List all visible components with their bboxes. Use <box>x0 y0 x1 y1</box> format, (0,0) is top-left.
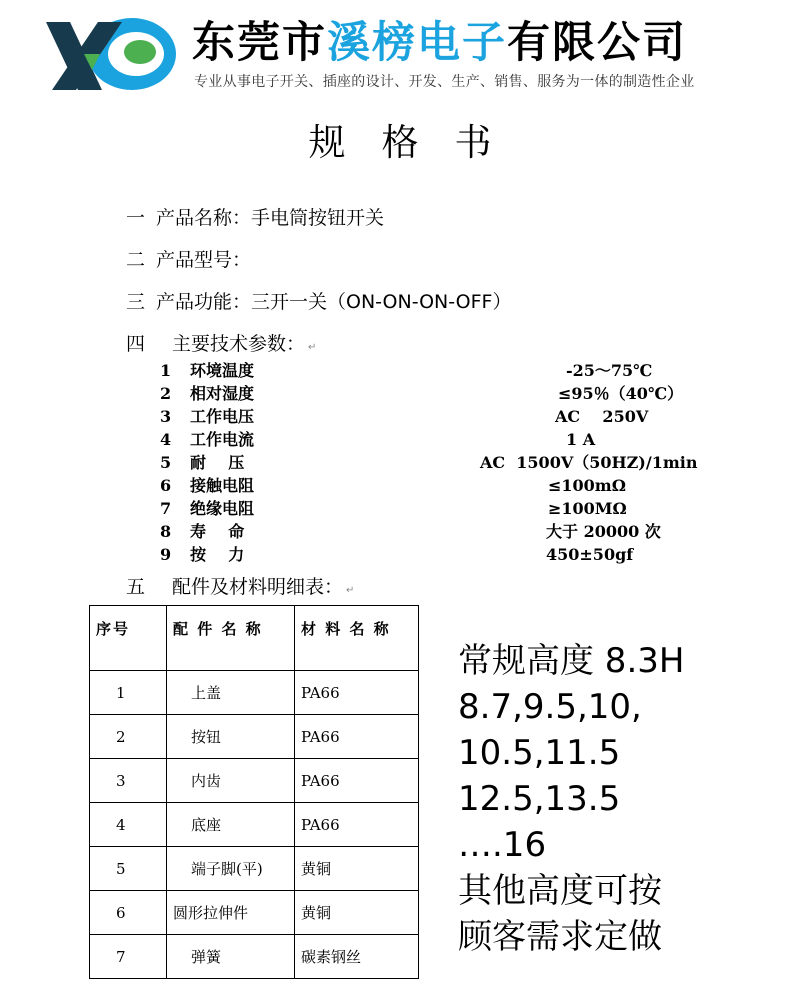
param-row <box>160 474 290 497</box>
cell-part-value: 圆形拉伸件 <box>173 904 249 922</box>
param-name: 工作电流 <box>190 430 255 449</box>
table-row <box>90 803 419 847</box>
param-index: 3 <box>160 407 172 426</box>
company-name-suffix: 有限公司 <box>507 18 687 68</box>
cell-index <box>90 803 167 847</box>
note-line: 顾客需求定做 <box>458 917 662 957</box>
cell-part <box>167 759 295 803</box>
param-name: 按 力 <box>190 545 245 564</box>
company-name <box>192 14 687 72</box>
cell-index-value: 1 <box>116 683 126 702</box>
cell-index-value: 6 <box>116 903 126 922</box>
cell-material: PA66 <box>295 671 419 715</box>
cell-part <box>167 803 295 847</box>
note-line: 8.7,9.5,10, <box>458 687 642 727</box>
param-value: ≤100mΩ <box>548 476 626 495</box>
param-row <box>160 382 290 405</box>
param-index: 6 <box>160 476 172 495</box>
note-line: 常规高度 8.3H <box>458 641 685 681</box>
paragraph-mark-icon: ↵ <box>308 342 317 353</box>
note-line: 12.5,13.5 <box>458 779 621 819</box>
param-row <box>160 520 290 543</box>
parts-table <box>89 605 419 979</box>
cell-index-value: 4 <box>116 815 126 834</box>
cell-material: PA66 <box>295 715 419 759</box>
section-text: 产品名称：手电筒按钮开关 <box>156 207 385 229</box>
company-name-highlight: 溪榜电子 <box>327 18 507 68</box>
cell-index <box>90 891 167 935</box>
param-index: 4 <box>160 430 172 449</box>
param-value: ≥100MΩ <box>548 499 627 518</box>
cell-index <box>90 715 167 759</box>
table-row <box>90 715 419 759</box>
cell-part <box>167 671 295 715</box>
param-name: 寿 命 <box>190 522 245 541</box>
section-product-name <box>126 203 384 230</box>
cell-part-value: 底座 <box>191 816 222 834</box>
section-number: 三 <box>126 291 146 313</box>
param-row <box>160 497 290 520</box>
param-name: 耐 压 <box>190 453 245 472</box>
param-value: 450±50gf <box>546 545 634 564</box>
section-text: 产品功能：三开一关（ON-ON-ON-OFF） <box>156 291 512 313</box>
note-line: 其他高度可按 <box>458 871 662 911</box>
section-number: 一 <box>126 207 146 229</box>
cell-part <box>167 891 295 935</box>
table-row <box>90 891 419 935</box>
param-index: 2 <box>160 384 172 403</box>
document-title: 规格书 <box>308 121 528 164</box>
param-index: 1 <box>160 361 172 380</box>
param-value: AC 250V <box>555 407 649 426</box>
section-number: 五 <box>126 576 146 598</box>
param-row <box>160 359 290 382</box>
param-index: 7 <box>160 499 172 518</box>
section-text: 产品型号： <box>156 249 252 271</box>
section-number: 四 <box>126 333 146 355</box>
cell-index <box>90 847 167 891</box>
param-index: 9 <box>160 545 172 564</box>
param-value: 1 A <box>566 430 596 449</box>
cell-index-value: 5 <box>116 859 126 878</box>
param-name: 相对湿度 <box>190 384 255 403</box>
param-name: 接触电阻 <box>190 476 255 495</box>
note-line: ….16 <box>458 825 547 865</box>
company-slogan: 专业从事电子开关、插座的设计、开发、生产、销售、服务为一体的制造性企业 <box>194 74 695 90</box>
param-row <box>160 451 290 474</box>
section-product-function <box>126 287 511 314</box>
cell-part-value: 上盖 <box>191 684 222 702</box>
section-text: 主要技术参数： <box>172 333 306 355</box>
logo-swoosh-green <box>124 40 156 64</box>
section-text: 配件及材料明细表： <box>172 576 344 598</box>
param-value: 大于 20000 次 <box>546 522 661 541</box>
cell-material: PA66 <box>295 759 419 803</box>
header-cell-part: 配 件 名 称 <box>167 606 295 671</box>
cell-index <box>90 935 167 979</box>
table-row <box>90 671 419 715</box>
section-number: 二 <box>126 249 146 271</box>
height-note <box>458 638 684 960</box>
cell-part-value: 内齿 <box>191 772 222 790</box>
cell-part <box>167 847 295 891</box>
cell-index <box>90 671 167 715</box>
param-row <box>160 543 290 566</box>
cell-part-value: 端子脚(平) <box>191 860 263 878</box>
section-parts-list <box>126 572 354 599</box>
param-value: -25～75℃ <box>566 361 653 380</box>
cell-material: 黄铜 <box>295 891 419 935</box>
param-name: 绝缘电阻 <box>190 499 255 518</box>
param-value: AC 1500V（50HZ)/1min <box>480 453 698 472</box>
cell-index-value: 3 <box>116 771 126 790</box>
param-value: ≤95％（40℃） <box>558 384 684 403</box>
paragraph-mark-icon: ↵ <box>346 585 355 596</box>
cell-material: 碳素钢丝 <box>295 935 419 979</box>
cell-part <box>167 715 295 759</box>
table-row <box>90 759 419 803</box>
table-header-row <box>90 606 419 671</box>
table-row <box>90 847 419 891</box>
cell-material: 黄铜 <box>295 847 419 891</box>
param-index: 5 <box>160 453 172 472</box>
header-cell-index: 序号 <box>90 606 167 671</box>
param-row <box>160 428 290 451</box>
section-product-model <box>126 245 251 272</box>
cell-material: PA66 <box>295 803 419 847</box>
cell-index-value: 2 <box>116 727 126 746</box>
param-name: 环境温度 <box>190 361 255 380</box>
company-name-prefix: 东莞市 <box>192 18 327 68</box>
cell-index-value: 7 <box>116 947 126 966</box>
section-tech-params <box>126 329 316 356</box>
table-row <box>90 935 419 979</box>
cell-part <box>167 935 295 979</box>
cell-part-value: 弹簧 <box>191 948 222 966</box>
cell-index <box>90 759 167 803</box>
note-line: 10.5,11.5 <box>458 733 621 773</box>
param-name: 工作电压 <box>190 407 255 426</box>
param-index: 8 <box>160 522 172 541</box>
cell-part-value: 按钮 <box>191 728 222 746</box>
param-row <box>160 405 290 428</box>
company-logo <box>40 14 180 98</box>
header-cell-material: 材 料 名 称 <box>295 606 419 671</box>
